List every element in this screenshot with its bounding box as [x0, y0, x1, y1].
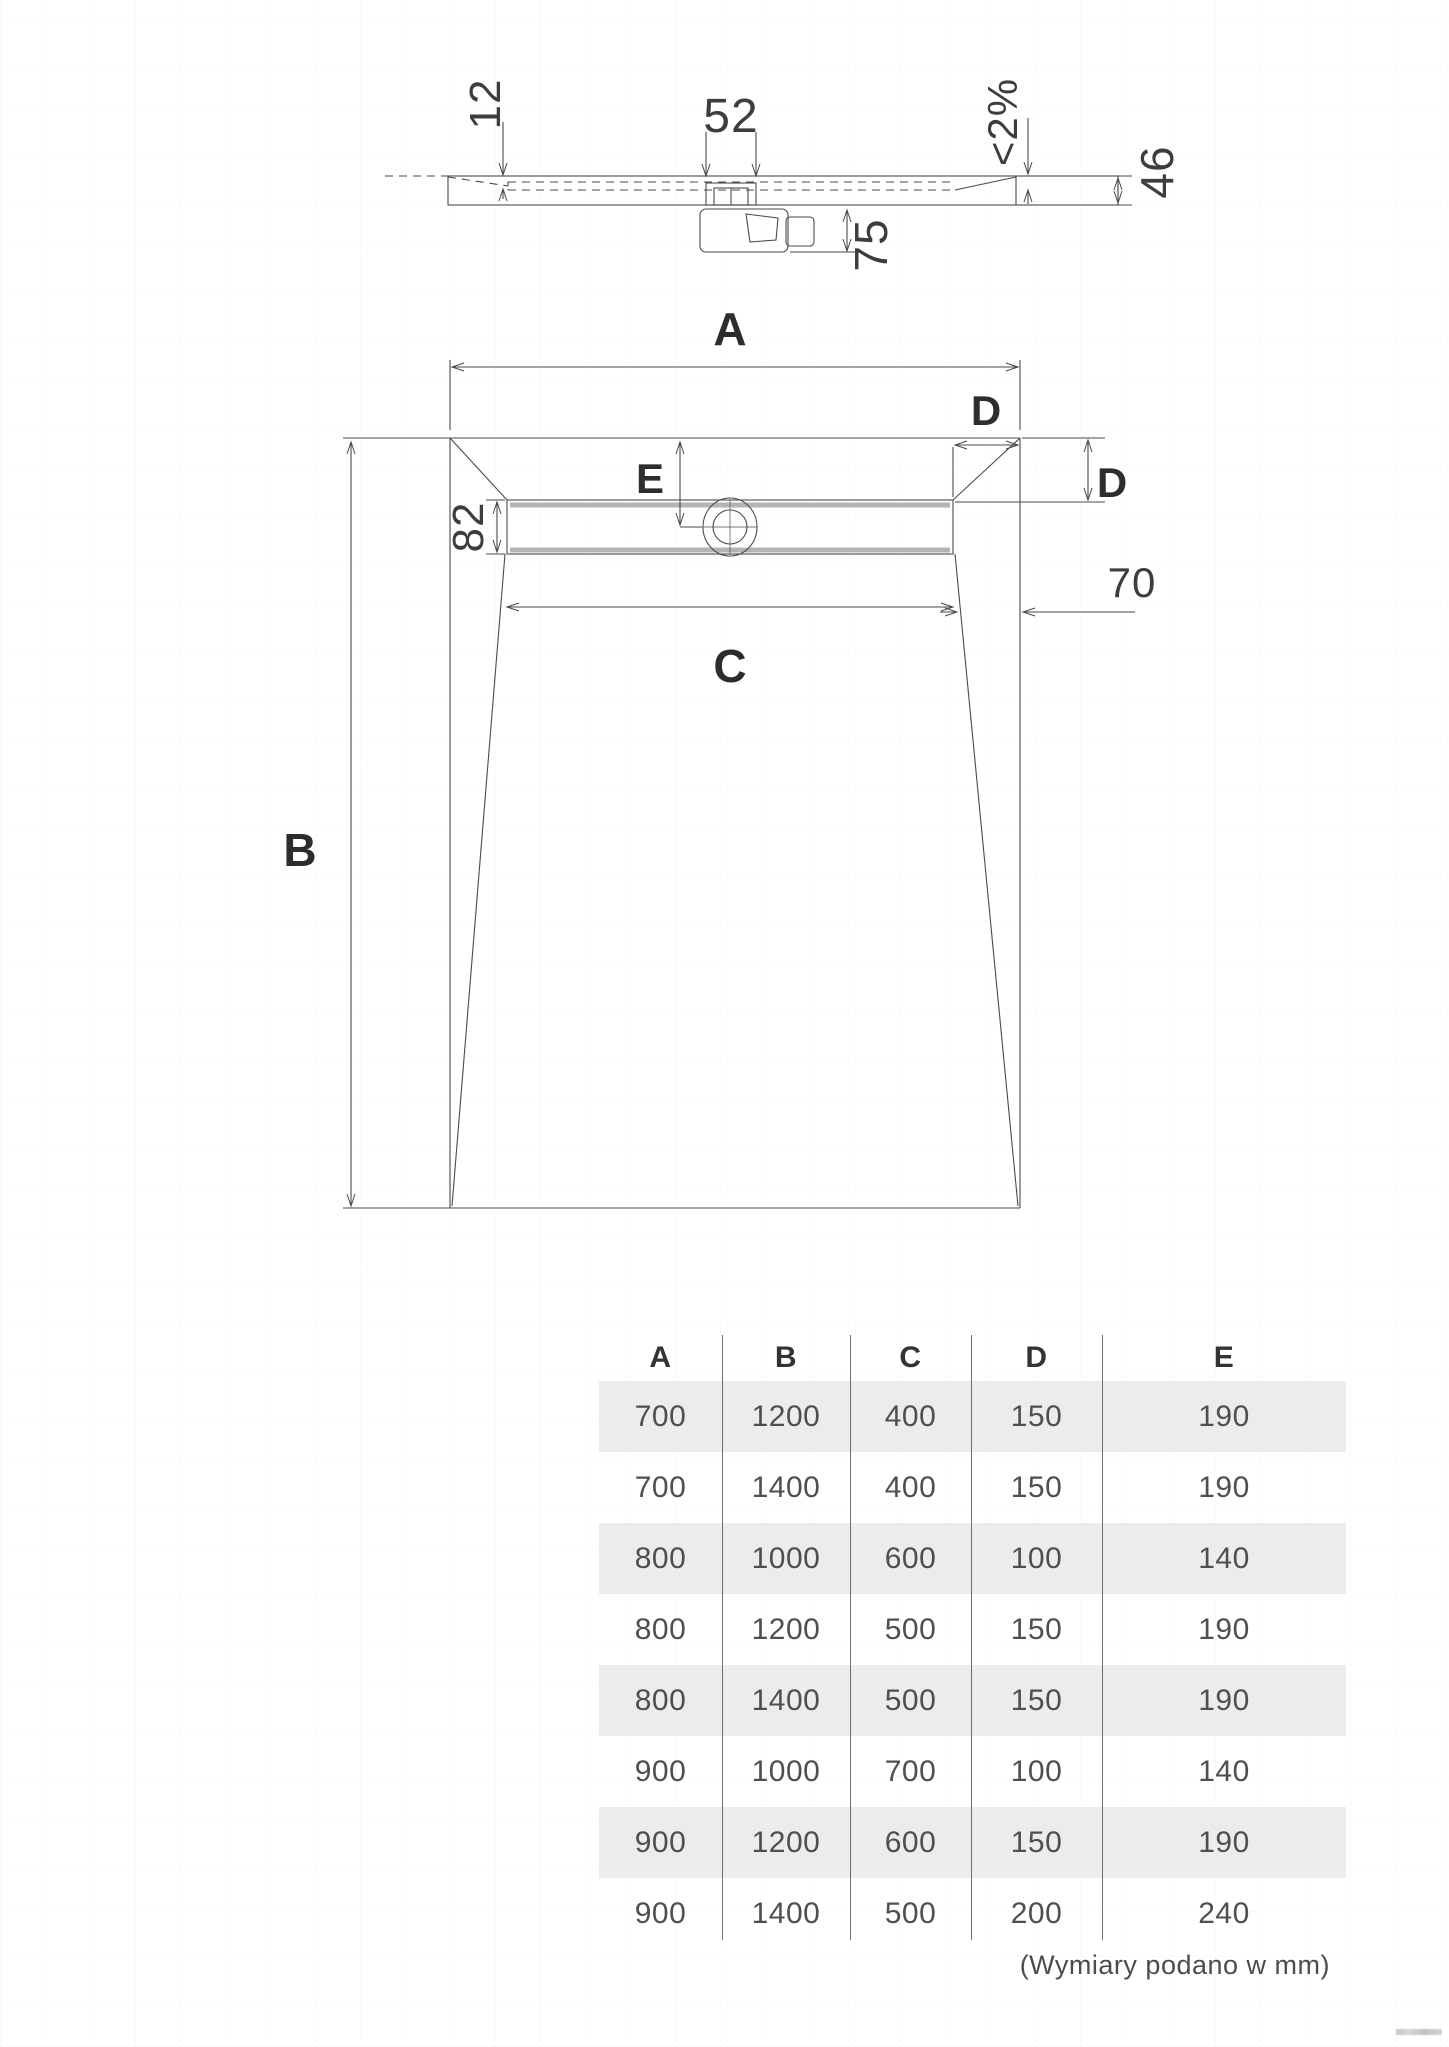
watermark — [1396, 2029, 1442, 2035]
table-cell: 150 — [1010, 1470, 1063, 1504]
table-cell: 150 — [1010, 1612, 1063, 1646]
table-cell: 190 — [1198, 1470, 1250, 1504]
table-row — [599, 1807, 1346, 1878]
table-header-b: B — [774, 1341, 798, 1374]
table-cell: 150 — [1010, 1399, 1063, 1433]
dim-12-label: 12 — [461, 78, 510, 130]
table-cell: 190 — [1198, 1399, 1250, 1433]
dim-82-label: 82 — [444, 501, 493, 553]
dim-slope-label: <2% — [979, 77, 1026, 167]
table-row — [599, 1736, 1346, 1807]
dim-70-label: 70 — [1107, 559, 1157, 606]
table-cell: 150 — [1010, 1825, 1063, 1859]
table-row — [599, 1381, 1346, 1452]
table-header-d: D — [1025, 1341, 1048, 1374]
table-cell: 1400 — [751, 1896, 821, 1930]
table-row — [599, 1452, 1346, 1523]
table-cell: 500 — [884, 1896, 937, 1930]
table-cell: 100 — [1010, 1541, 1063, 1575]
table-row — [599, 1594, 1346, 1665]
table-cell: 1000 — [751, 1541, 821, 1575]
table-cell: 500 — [884, 1612, 937, 1646]
table-cell: 1400 — [751, 1470, 821, 1504]
table-cell: 150 — [1010, 1683, 1063, 1717]
table-cell: 800 — [634, 1541, 687, 1575]
table-cell: 1200 — [751, 1399, 821, 1433]
table-cell: 700 — [634, 1470, 687, 1504]
table-cell: 190 — [1198, 1683, 1250, 1717]
top-view-drawing — [343, 360, 1135, 1208]
table-cell: 800 — [634, 1612, 687, 1646]
table-cell: 140 — [1198, 1754, 1250, 1788]
table-column-divider — [1102, 1335, 1103, 1940]
table-header-a: A — [649, 1341, 672, 1374]
table-cell: 900 — [634, 1896, 687, 1930]
table-column-divider — [971, 1335, 972, 1940]
table-column-divider — [850, 1335, 851, 1940]
table-cell: 400 — [884, 1399, 937, 1433]
dim-C-label: C — [713, 640, 747, 692]
table-cell: 240 — [1198, 1896, 1250, 1930]
table-row — [599, 1523, 1346, 1594]
table-cell: 400 — [884, 1470, 937, 1504]
table-header-e: E — [1213, 1341, 1235, 1374]
table-cell: 100 — [1010, 1754, 1063, 1788]
table-cell: 600 — [884, 1825, 937, 1859]
dim-A-label: A — [713, 303, 747, 355]
table-header-row — [599, 1335, 1346, 1381]
table-column-divider — [722, 1335, 723, 1940]
dim-E-label: E — [635, 455, 665, 502]
table-cell: 500 — [884, 1683, 937, 1717]
dim-52-label: 52 — [703, 90, 759, 143]
table-header-c: C — [899, 1341, 922, 1374]
table-cell: 900 — [634, 1754, 687, 1788]
table-cell: 200 — [1010, 1896, 1063, 1930]
dimension-table — [599, 1335, 1346, 1949]
table-cell: 700 — [634, 1399, 687, 1433]
table-cell: 1200 — [751, 1612, 821, 1646]
dim-B-label: B — [283, 824, 317, 876]
table-cell: 140 — [1198, 1541, 1250, 1575]
dim-D-right-label: D — [1096, 459, 1128, 506]
table-cell: 800 — [634, 1683, 687, 1717]
table-cell: 700 — [884, 1754, 937, 1788]
table-cell: 900 — [634, 1825, 687, 1859]
table-row — [599, 1878, 1346, 1949]
dim-46-label: 46 — [1131, 145, 1183, 199]
table-cell: 1400 — [751, 1683, 821, 1717]
table-cell: 190 — [1198, 1612, 1250, 1646]
table-cell: 190 — [1198, 1825, 1250, 1859]
dim-D-top-label: D — [970, 387, 1002, 434]
units-note: (Wymiary podano w mm) — [1019, 1950, 1330, 1980]
table-row — [599, 1665, 1346, 1736]
table-cell: 1200 — [751, 1825, 821, 1859]
dim-75-label: 75 — [845, 218, 897, 272]
table-cell: 600 — [884, 1541, 937, 1575]
table-cell: 1000 — [751, 1754, 821, 1788]
